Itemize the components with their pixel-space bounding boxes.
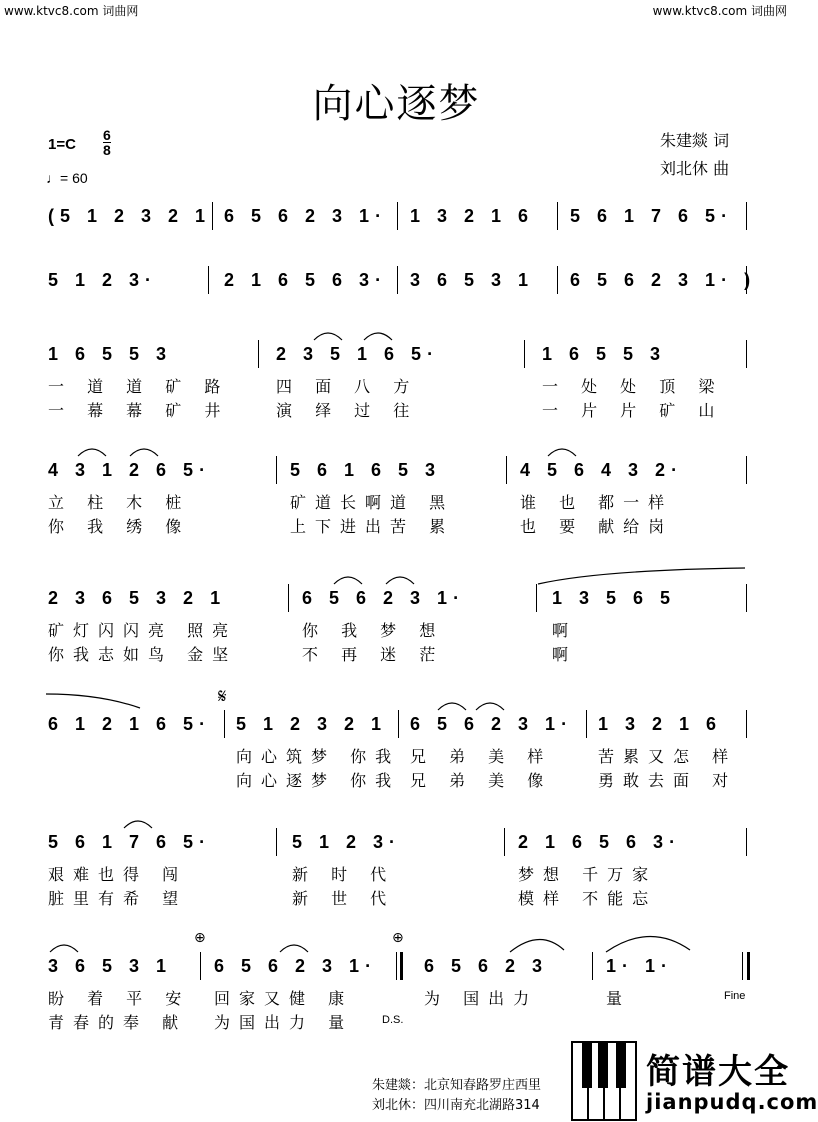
ds-marking: D.S. [382,1014,404,1026]
lyric-row7-v2-bar1: 脏里有希 望 [48,889,188,908]
notes-row1-bar4: 5 6 1 7 6 5· [570,206,734,226]
lyric-row8-v2-bar2: 为国出力 量 [214,1013,354,1032]
notes-row2-bar2: 2 1 6 5 6 3· [224,270,388,290]
notes-row7-bar1: 5 6 1 7 6 5· [48,832,212,852]
logo-title: 简谱大全 [646,1052,790,1092]
notes-row4-bar2: 5 6 1 6 5 3 [290,460,442,480]
tempo-marking: ♩= 60 [46,170,88,186]
notes-row4-bar3: 4 5 6 4 3 2· [520,460,684,480]
coda-sign: ⊕ [392,930,404,946]
lyric-row5-v1-bar3: 啊 [552,621,578,640]
lyric-row4-v2-bar1: 你 我 绣 像 [48,517,191,536]
notes-row5-bar2: 6 5 6 2 3 1· [302,588,466,608]
lyric-row3-v1-bar2: 四 面 八 方 [276,377,419,396]
site-logo[interactable] [570,1040,818,1122]
notes-row6-bar4: 1 3 2 1 6 [598,714,723,734]
lyric-row4-v1-bar1: 立 柱 木 桩 [48,493,191,512]
lyric-row7-v1-bar1: 艰难也得 闯 [48,865,188,884]
lyric-row7-v2-bar2: 新 世 代 [292,889,396,908]
key-signature: 1=C [48,136,76,153]
lyric-row5-v1-bar1: 矿灯闪闪亮 照亮 [48,621,238,640]
notes-row6-bar1: 6 1 2 1 6 5· [48,714,212,734]
lyric-row4-v2-bar3: 也 要 献给岗 [520,517,674,536]
lyric-row4-v1-bar3: 谁 也 都一样 [520,493,674,512]
notes-row7-bar2: 5 1 2 3· [292,832,402,852]
notes-row1-bar2: 6 5 6 2 3 1· [224,206,388,226]
notes-row7-bar3: 2 1 6 5 6 3· [518,832,682,852]
notes-row8-bar4: 1· 1· [606,956,674,976]
composer-credit: 刘北休 曲 [660,159,730,178]
lyric-row6-v2-bar3: 兄 弟 美 像 [410,771,553,790]
notes-row3-bar2: 2 3 5 1 6 5· [276,344,440,364]
lyric-row6-v2-bar4: 勇敢去面 对 [598,771,738,790]
footer-contact-composer: 刘北休：四川南充北湖路314 [372,1098,540,1113]
footer-contact-lyricist: 朱建燚：北京知春路罗庄西里 [372,1078,542,1093]
notes-row2-bar1: 5 1 2 3· [48,270,158,290]
site-watermark-left[interactable]: www.ktvc8.com 词曲网 [4,4,139,18]
time-signature: 6 8 [103,127,111,158]
lyric-row8-v1-bar4: 量 [606,989,632,1008]
notes-row2-bar3: 3 6 5 3 1 [410,270,535,290]
lyric-row8-v2-bar1: 青春的奉 献 [48,1013,188,1032]
lyric-row8-v1-bar3: 为 国出力 [424,989,539,1008]
lyric-row3-v1-bar3: 一 处 处 顶 梁 [542,377,724,396]
logo-url: jianpudq.com [646,1090,818,1114]
fine-marking: Fine [724,990,746,1002]
notes-row1-bar1: (5 1 2 3 2 1 [48,206,212,226]
lyric-row5-v2-bar1: 你我志如鸟 金坚 [48,645,238,664]
lyricist-credit: 朱建燚 词 [660,131,730,150]
notes-row5-bar1: 2 3 6 5 3 2 1 [48,588,227,608]
quarter-note-icon: ♩ [46,170,60,186]
lyric-row4-v2-bar2: 上下进出苦 累 [290,517,455,536]
notes-row8-bar3: 6 5 6 2 3 [424,956,549,976]
notes-row5-bar3: 1 3 5 6 5 [552,588,677,608]
notes-row3-bar1: 1 6 5 5 3 [48,344,173,364]
lyric-row8-v1-bar1: 盼 着 平 安 [48,989,191,1008]
song-title: 向心逐梦 [312,81,481,127]
lyric-row3-v2-bar3: 一 片 片 矿 山 [542,401,724,420]
piano-keys-icon [570,1040,640,1122]
lyric-row3-v1-bar1: 一 道 道 矿 路 [48,377,230,396]
notes-row8-bar1: 3 6 5 3 1 [48,956,173,976]
notes-row6-bar3: 6 5 6 2 3 1· [410,714,574,734]
notes-row4-bar1: 4 3 1 2 6 5· [48,460,212,480]
lyric-row5-v1-bar2: 你 我 梦 想 [302,621,445,640]
lyric-row8-v1-bar2: 回家又健 康 [214,989,354,1008]
lyric-row7-v1-bar2: 新 时 代 [292,865,396,884]
lyric-row5-v2-bar3: 啊 [552,645,578,664]
site-watermark-right[interactable]: www.ktvc8.com 词曲网 [652,4,787,18]
lyric-row6-v2-bar2: 向心逐梦 你我 [236,771,401,790]
notes-row2-bar4: 6 5 6 2 3 1· ) [570,270,757,290]
lyric-row6-v1-bar2: 向心筑梦 你我 [236,747,401,766]
lyric-row3-v2-bar2: 演 绎 过 往 [276,401,419,420]
lyric-row7-v2-bar3: 模样 不能忘 [518,889,658,908]
lyric-row3-v2-bar1: 一 幕 幕 矿 井 [48,401,230,420]
lyric-row7-v1-bar3: 梦想 千万家 [518,865,658,884]
segno-sign: 𝄋 [218,684,227,708]
lyric-row6-v1-bar4: 苦累又怎 样 [598,747,738,766]
lyric-row6-v1-bar3: 兄 弟 美 样 [410,747,553,766]
notes-row1-bar3: 1 3 2 1 6 [410,206,535,226]
lyric-row4-v1-bar2: 矿道长啊道 黑 [290,493,455,512]
coda-sign: ⊕ [194,930,206,946]
lyric-row5-v2-bar2: 不 再 迷 茫 [302,645,445,664]
notes-row6-bar2: 5 1 2 3 2 1 [236,714,388,734]
notes-row3-bar3: 1 6 5 5 3 [542,344,667,364]
notes-row8-bar2: 6 5 6 2 3 1· [214,956,378,976]
